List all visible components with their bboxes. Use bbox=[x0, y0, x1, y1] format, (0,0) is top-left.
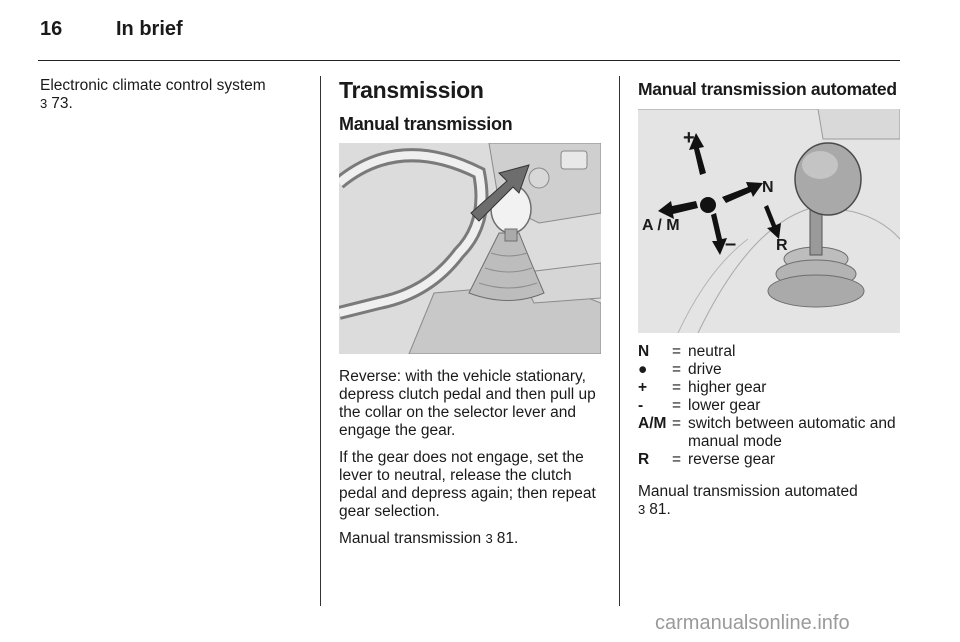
legend-desc: lower gear bbox=[688, 397, 761, 414]
gearshift-drawing bbox=[339, 143, 601, 354]
legend-row bbox=[638, 451, 903, 469]
legend-desc: switch between automatic and manual mode bbox=[688, 415, 896, 450]
left-column bbox=[40, 77, 310, 122]
gear-not-engage-paragraph: If the gear does not engage, set the lever to neutral, release the clutch pedal and depress again; then repeat gear selection. bbox=[339, 449, 596, 520]
middle-column bbox=[339, 77, 609, 557]
figure-label-n: N bbox=[762, 179, 774, 196]
climate-control-ref[interactable]: 73. bbox=[51, 95, 73, 112]
legend-desc: neutral bbox=[688, 343, 736, 360]
legend-key: A/M bbox=[638, 415, 667, 432]
figure-label-am: A / M bbox=[642, 217, 680, 234]
page-ref-icon: 3 bbox=[40, 96, 48, 111]
figure-label-minus: – bbox=[725, 233, 737, 255]
legend-equals: = bbox=[672, 397, 682, 414]
legend-desc: drive bbox=[688, 361, 722, 378]
automated-transmission-ref[interactable]: 81. bbox=[649, 501, 671, 518]
legend-equals: = bbox=[672, 361, 682, 378]
page-ref-icon: 3 bbox=[638, 502, 646, 517]
climate-control-text: Electronic climate control system bbox=[40, 77, 266, 94]
legend-equals: = bbox=[672, 343, 682, 360]
manual-transmission-heading: Manual transmission bbox=[339, 114, 513, 134]
manual-transmission-ref-text: Manual transmission bbox=[339, 530, 482, 547]
page-ref-icon: 3 bbox=[485, 531, 493, 546]
legend-desc: reverse gear bbox=[688, 451, 776, 468]
right-column bbox=[638, 77, 903, 528]
gear-legend bbox=[638, 343, 903, 469]
legend-equals: = bbox=[672, 451, 682, 468]
legend-key: ● bbox=[638, 361, 648, 378]
column-divider-1 bbox=[320, 76, 321, 606]
manual-transmission-ref[interactable]: 81. bbox=[496, 530, 519, 547]
legend-equals: = bbox=[672, 379, 682, 396]
manual-gearshift-illustration bbox=[339, 143, 601, 354]
header-rule bbox=[38, 60, 900, 61]
figure-label-plus: + bbox=[683, 127, 695, 149]
legend-key: N bbox=[638, 343, 650, 360]
manual-transmission-automated-heading: Manual transmission automated bbox=[638, 79, 897, 99]
legend-row bbox=[638, 379, 903, 397]
transmission-heading: Transmission bbox=[339, 77, 484, 103]
column-divider-2 bbox=[619, 76, 620, 606]
legend-row bbox=[638, 397, 903, 415]
figure-label-r: R bbox=[776, 237, 788, 254]
legend-key: + bbox=[638, 379, 648, 396]
legend-equals: = bbox=[672, 415, 682, 432]
automated-transmission-ref-text: Manual transmission automated bbox=[638, 483, 858, 500]
legend-row bbox=[638, 361, 903, 379]
automated-gearshift-illustration bbox=[638, 109, 900, 333]
legend-row bbox=[638, 415, 903, 451]
page-number: 16 bbox=[40, 18, 63, 40]
legend-row bbox=[638, 343, 903, 361]
legend-key: R bbox=[638, 451, 650, 468]
reverse-paragraph: Reverse: with the vehicle stationary, depress clutch pedal and then pull up the collar on the selector lever and engage the gear. bbox=[339, 368, 596, 439]
legend-key: - bbox=[638, 397, 644, 414]
section-title: In brief bbox=[116, 18, 183, 40]
legend-desc: higher gear bbox=[688, 379, 767, 396]
watermark: carmanualsonline.info bbox=[655, 612, 850, 634]
